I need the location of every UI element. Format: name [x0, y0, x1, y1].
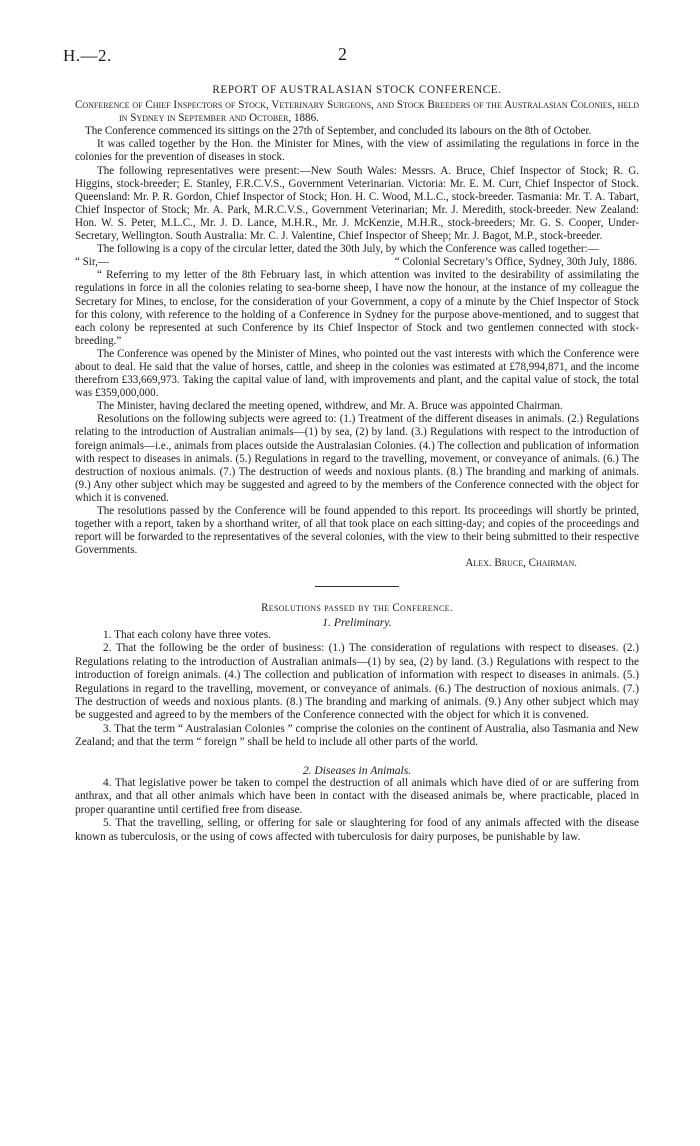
resolution-item-3: 3. That the term “ Australasian Colonies ” comprise the colonies on the continent of Australia, also Tasmania and New Zealand; and that the term “ foreign ” shall be held to include all other parts of the world. — [75, 722, 639, 749]
resolutions-section-preliminary — [75, 616, 639, 750]
resolutions-title: Resolutions passed by the Conference. — [261, 602, 453, 615]
purpose-paragraph: It was called together by the Hon. the Minister for Mines, with the view of assimilating the regulations in force in the colonies for the prevention of diseases in stock. — [75, 138, 639, 164]
subjects-paragraph: Resolutions on the following subjects were agreed to: (1.) Treatment of the different diseases in animals. (2.) Regulations relating to the introduction of Australian animals—(1) by sea, (2) by land. (3.) Regulations with respect to the introduction of foreign animals—i.e., animals from places outside the Australasian Colonies. (4.) The collection and publication of information with respect to diseases in animals. (5.) Regulations in regard to the travelling, movement, or conveyance of animals. (6.) The destruction of noxious animals. (7.) The destruction of weeds and noxious plants. (8.) The branding and marking of animals. (9.) Any other subject which may be suggested and agreed to by the members of the Conference connected with the object for which it is convened. — [75, 413, 639, 504]
page-number: 2 — [338, 44, 347, 64]
circular-intro-paragraph: The following is a copy of the circular letter, dated the 30th July, by which the Conference was called together:— — [97, 243, 599, 256]
proceedings-paragraph: The resolutions passed by the Conference will be found appended to this report. Its proceedings will shortly be printed, together with a report, taken by a shorthand writer, of all that took place on each sitting-day; and copies of the proceedings and report will be forwarded to the representatives of the several colonies, with the view to their being submitted to their respective Governments. — [75, 505, 639, 557]
resolution-item-4: 4. That legislative power be taken to compel the destruction of all animals which have died of or are suffering from anthrax, and that all other animals which have been in contact with the diseased animals be, where practicable, placed in proper quarantine until certified free from disease. — [75, 777, 639, 816]
opening-speech-paragraph: The Conference was opened by the Minister of Mines, who pointed out the vast interests with which the Conference were about to deal. He said that the value of horses, cattle, and sheep in the colonies was estimated at £78,994,871, and the income therefrom £33,669,973. Taking the capital value of land, with improvements and plant, and the capital value of stock, the total was £359,000,000. — [75, 347, 639, 400]
letter-body: “ Referring to my letter of the 8th February last, in which attention was invited to the desirability of assimilating the regulations in force in all the colonies relating to sea-borne sheep, I have now the honour, at the instance of my colleague the Secretary for Mines, to enclose, for the consideration of your Government, a copy of a minute by the Chief Inspector of Stock for this colony, with reference to the holding of a Conference in Sydney for the purpose above-mentioned, and to suggest that each colony be represented at such Conference by its Chief Inspector of Stock and two gentlemen connected with stock-breeding.” — [75, 269, 639, 347]
resolution-item-2: 2. That the following be the order of business: (1.) The consideration of regulations with respect to diseases. (2.) Regulations relating to the introduction of Australian animals—(1) by sea, (2) by land. (3.) Regulations with respect to the introduction of foreign animals. (4.) The collection and publication of information with respect to diseases in animals. (5.) Regulations in regard to the travelling, movement, or conveyance of animals. (6.) The destruction of noxious animals. (7.) The destruction of weeds and noxious plants. (8.) The branding and marking of animals. (9.) Any other subject which may be suggested and agreed to by the members of the Conference connected with the object for which it is convened. — [75, 642, 639, 722]
resolution-item-5: 5. That the travelling, selling, or offering for sale or slaughtering for food of any animals affected with the disease known as tuberculosis, or the using of cows affected with tuberculosis for dairy purposes, be punishable by law. — [75, 817, 639, 843]
resolutions-section-diseases — [75, 764, 639, 844]
signature-line — [75, 557, 639, 570]
letter-heading — [75, 256, 639, 269]
report-subtitle: Conference of Chief Inspectors of Stock, Veterinary Surgeons, and Stock Breeders of the Australasian Colonies, held in Sydney in September and October, 1886. — [75, 99, 639, 125]
report-title: REPORT OF AUSTRALASIAN STOCK CONFERENCE. — [212, 84, 502, 96]
document-body — [75, 84, 639, 844]
section-divider — [315, 586, 399, 587]
letter-salutation: “ Sir,— — [75, 256, 109, 269]
section-heading-diseases: 2. Diseases in Animals. — [302, 763, 412, 777]
representatives-paragraph: The following representatives were present:—New South Wales: Messrs. A. Bruce, Chief Inspector of Stock; R. G. Higgins, stock-breeder; E. Stanley, F.R.C.V.S., Government Veterinarian. Victoria: Mr. E. M. Curr, Chief Inspector of Stock. Queensland: Mr. P. R. Gordon, Chief Inspector of Stock; Hon. H. C. Wood, M.L.C., stock-breeder. Tasmania: Mr. T. A. Tabart, Chief Inspector of Stock; Mr. A. Park, M.R.C.V.S., Government Veterinarian; Mr. J. Meredith, stock-breeder. New Zealand: Hon. W. S. Peter, M.L.C., Mr. J. D. Lance, M.H.R., Mr. J. McKenzie, M.H.R., stock-breeders; Mr. G. S. Cooper, Under-Secretary, Wellington. South Australia: Mr. C. J. Valentine, Chief Inspector of Sheep; Mr. J. Bagot, M.P., stock-breeder. — [75, 164, 639, 243]
section-heading-preliminary: 1. Preliminary. — [322, 615, 392, 629]
chairman-paragraph: The Minister, having declared the meeting opened, withdrew, and Mr. A. Bruce was appointed Chairman. — [97, 400, 563, 413]
document-reference: H.—2. — [63, 46, 112, 65]
resolution-item-1: 1. That each colony have three votes. — [103, 628, 271, 641]
chairman-signature: Alex. Bruce, Chairman. — [465, 557, 577, 570]
letter-dateline: “ Colonial Secretary’s Office, Sydney, 30th July, 1886. — [394, 256, 637, 269]
opening-paragraph: The Conference commenced its sittings on the 27th of September, and concluded its labours on the 8th of October. — [85, 125, 592, 138]
